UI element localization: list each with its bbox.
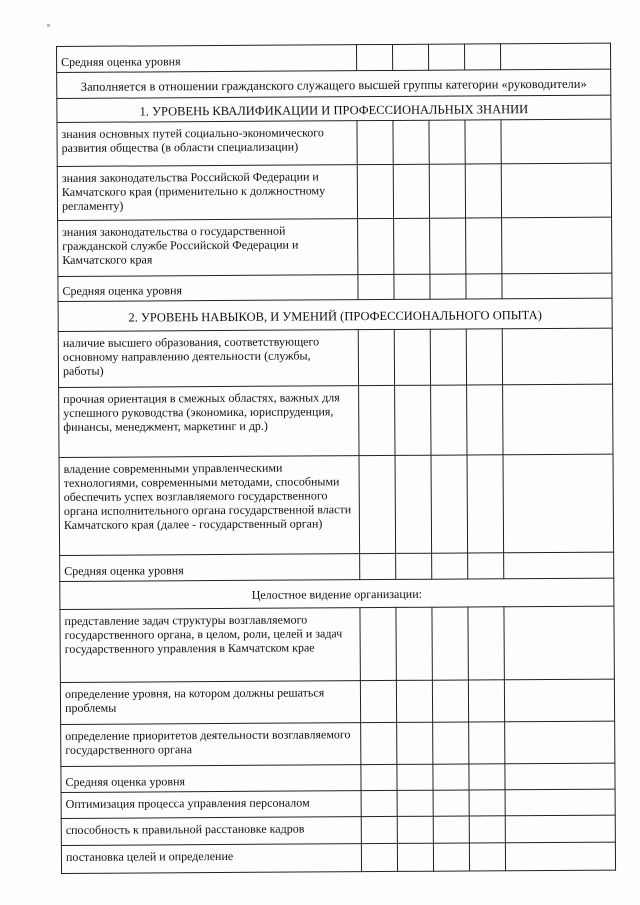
score-cell[interactable]: [397, 764, 433, 790]
score-cell[interactable]: [393, 120, 429, 164]
score-cell[interactable]: [358, 274, 394, 299]
criterion-label: определение приоритетов деятельности возглавляемого государственного органа: [61, 723, 361, 767]
score-cell[interactable]: [396, 680, 432, 722]
score-cell[interactable]: [466, 218, 502, 274]
score-cell[interactable]: [360, 680, 396, 722]
score-cell[interactable]: [395, 455, 432, 553]
table-row: [58, 273, 612, 301]
score-cell[interactable]: [433, 816, 469, 843]
score-cell[interactable]: [360, 607, 396, 680]
score-cell[interactable]: [502, 217, 612, 274]
score-cell[interactable]: [392, 44, 428, 70]
score-cell[interactable]: [433, 790, 469, 816]
criterion-label: прочная ориентация в смежных областях, важных для успешного руководства (экономика, юриспруденция, финансы, менеджмент, маркетинг и др.): [59, 386, 359, 458]
score-cell[interactable]: [465, 120, 501, 164]
score-cell[interactable]: [505, 789, 615, 816]
score-cell[interactable]: [469, 764, 505, 790]
table-row: [61, 789, 615, 818]
criterion-label: знания основных путей социально-экономического развития общества (в области специализации): [57, 121, 357, 167]
score-cell[interactable]: [469, 790, 505, 816]
table-row: [60, 606, 614, 682]
score-cell[interactable]: [433, 843, 469, 871]
score-cell[interactable]: [468, 553, 504, 579]
score-cell[interactable]: [502, 328, 612, 385]
score-cell[interactable]: [469, 816, 505, 843]
score-cell[interactable]: [430, 218, 466, 274]
evaluation-table: [56, 43, 616, 874]
score-cell[interactable]: [466, 329, 502, 385]
average-score-label: Средняя оценка уровня: [57, 45, 357, 73]
score-cell[interactable]: [359, 385, 395, 455]
score-cell[interactable]: [504, 679, 614, 722]
score-cell[interactable]: [468, 607, 504, 680]
score-cell[interactable]: [397, 843, 433, 871]
score-cell[interactable]: [505, 763, 615, 790]
score-cell[interactable]: [504, 606, 614, 680]
table-row: [60, 552, 614, 581]
table-row: [58, 328, 612, 387]
score-cell[interactable]: [467, 385, 503, 455]
score-cell[interactable]: [468, 680, 504, 722]
score-cell[interactable]: [505, 815, 615, 843]
score-cell[interactable]: [432, 607, 468, 680]
criterion-label: Оптимизация процесса управления персоналом: [61, 791, 361, 819]
score-cell[interactable]: [431, 385, 467, 455]
score-cell[interactable]: [469, 843, 505, 871]
score-cell[interactable]: [432, 553, 468, 579]
table-row: [57, 163, 611, 220]
score-cell[interactable]: [500, 43, 610, 70]
score-cell[interactable]: [465, 164, 501, 218]
score-cell[interactable]: [433, 722, 469, 764]
score-cell[interactable]: [361, 790, 397, 816]
table-row: [57, 119, 611, 166]
scan-speck: [47, 24, 50, 27]
score-cell[interactable]: [396, 607, 432, 680]
score-cell[interactable]: [464, 44, 500, 70]
criterion-label: владение современными управленческими технологиями, современными методами, способными обеспечить успех возглавляемого государственного органа исполнительного органа государственной власти Камчатского края (далее - государственный орган): [59, 456, 360, 556]
score-cell[interactable]: [429, 164, 465, 218]
criterion-label: знания законодательства Российской Федерации и Камчатского края (применительно к должностному регламенту): [57, 165, 357, 221]
section-header: 2. УРОВЕНЬ НАВЫКОВ, И УМЕНИЙ (ПРОФЕССИОНАЛЬНОГО ОПЫТА): [58, 298, 612, 331]
table-row: [57, 69, 611, 98]
table-row: [60, 578, 614, 609]
score-cell[interactable]: [361, 722, 397, 764]
score-cell[interactable]: [428, 44, 464, 70]
score-cell[interactable]: [360, 553, 396, 579]
criterion-label: постановка целей и определение: [61, 844, 361, 874]
score-cell[interactable]: [358, 218, 394, 274]
score-cell[interactable]: [361, 816, 397, 843]
criterion-label: представление задач структуры возглавляемого государственного органа, в целом, роли, целей и задач государственного управления в Камчатском крае: [60, 608, 360, 683]
criterion-label: способность к правильной расстановке кадров: [61, 817, 361, 846]
score-cell[interactable]: [397, 816, 433, 843]
score-cell[interactable]: [503, 454, 614, 553]
average-score-label: Средняя оценка уровня: [60, 554, 360, 582]
table-row: [61, 842, 615, 873]
score-cell[interactable]: [467, 455, 504, 553]
score-cell[interactable]: [429, 120, 465, 164]
score-cell[interactable]: [502, 273, 612, 299]
score-cell[interactable]: [395, 385, 431, 455]
table-row: [61, 815, 615, 845]
score-cell[interactable]: [361, 843, 397, 871]
criterion-label: знания законодательства о государственной гражданской службе Российской Федерации и Камчатского края: [58, 219, 358, 277]
score-cell[interactable]: [397, 722, 433, 764]
score-cell[interactable]: [361, 764, 397, 790]
table-row: [57, 43, 611, 72]
average-score-label: Средняя оценка уровня: [58, 275, 358, 302]
score-cell[interactable]: [394, 329, 430, 385]
section-header: Заполняется в отношении гражданского служащего высшей группы категории «руководители»: [57, 69, 611, 98]
table-row: [59, 384, 613, 457]
table-row: [59, 454, 614, 555]
score-cell[interactable]: [357, 120, 393, 164]
score-cell[interactable]: [358, 329, 394, 385]
score-cell[interactable]: [430, 274, 466, 299]
table-row: [61, 763, 615, 792]
score-cell[interactable]: [393, 164, 429, 218]
table-row: [58, 298, 612, 331]
score-cell[interactable]: [433, 764, 469, 790]
table-row: [61, 721, 615, 766]
score-cell[interactable]: [397, 790, 433, 816]
table-row: [57, 95, 611, 122]
table-row: [58, 217, 612, 276]
score-cell[interactable]: [396, 553, 432, 579]
section-header: 1. УРОВЕНЬ КВАЛИФИКАЦИИ И ПРОФЕССИОНАЛЬНЫХ ЗНАНИИ: [57, 95, 611, 122]
criterion-label: наличие высшего образования, соответствующего основному направлению деятельности (службы, работы): [58, 330, 358, 388]
score-cell[interactable]: [504, 552, 614, 579]
score-cell[interactable]: [432, 680, 468, 722]
score-cell[interactable]: [430, 329, 466, 385]
score-cell[interactable]: [394, 274, 430, 299]
average-score-label: Средняя оценка уровня: [61, 765, 361, 793]
score-cell[interactable]: [501, 119, 611, 164]
score-cell[interactable]: [394, 218, 430, 274]
score-cell[interactable]: [505, 721, 615, 764]
score-cell[interactable]: [503, 384, 613, 455]
score-cell[interactable]: [356, 44, 392, 70]
table-row: [60, 679, 614, 724]
score-cell[interactable]: [357, 164, 393, 218]
criterion-label: определение уровня, на котором должны решаться проблемы: [60, 681, 360, 725]
score-cell[interactable]: [469, 722, 505, 764]
score-cell[interactable]: [431, 455, 468, 553]
score-cell[interactable]: [505, 842, 615, 871]
score-cell[interactable]: [359, 455, 396, 553]
score-cell[interactable]: [466, 274, 502, 299]
score-cell[interactable]: [501, 163, 611, 218]
subsection-header: Целостное видение организации:: [60, 578, 614, 609]
